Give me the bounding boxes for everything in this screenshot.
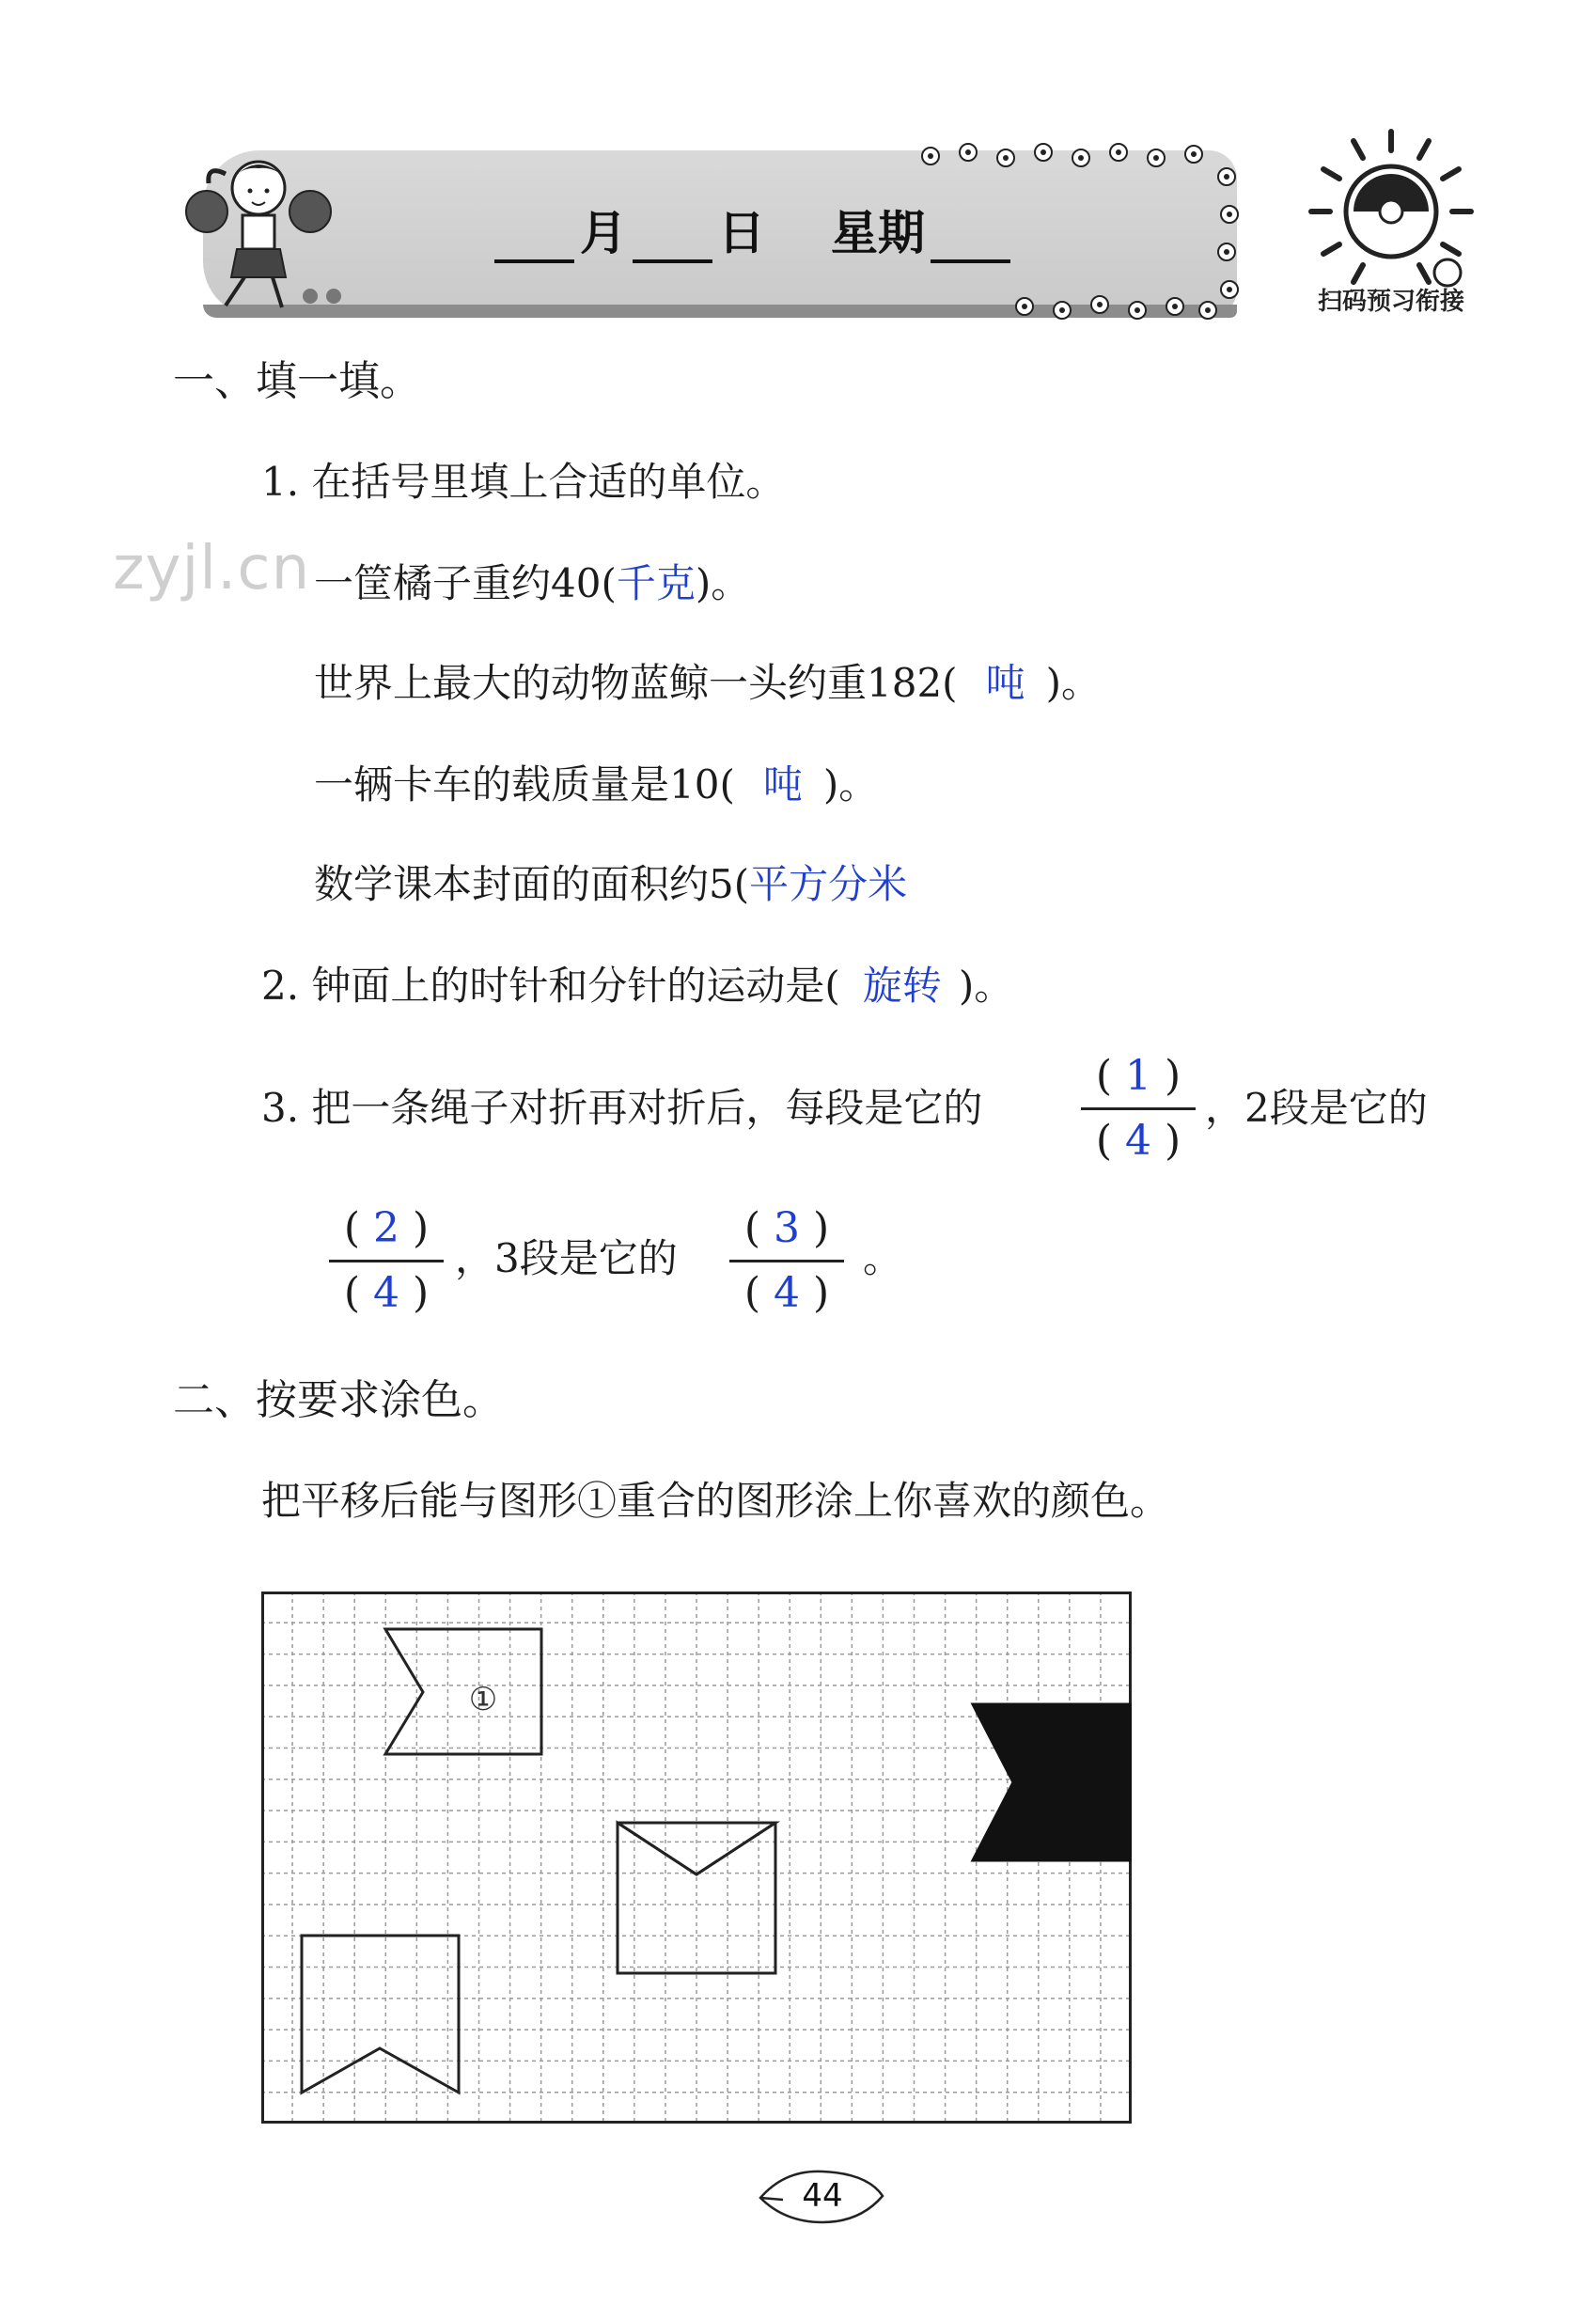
weekday-blank[interactable] (931, 218, 1010, 263)
fraction-3-numerator[interactable]: ( 3 ) (743, 1204, 830, 1252)
q2 (261, 963, 1014, 1009)
cartoon-girl-illustration (169, 146, 357, 315)
q1-item-3-answer[interactable]: 吨 (762, 761, 803, 808)
month-blank[interactable] (494, 218, 574, 263)
shape-3-top-notch[interactable] (618, 1823, 775, 1973)
shape-2-filled-flag[interactable] (973, 1704, 1132, 1860)
q1-item-3-text: 一辆卡车的载质量是10( (314, 761, 735, 808)
q1-item-4-answer[interactable]: 平方分米 (749, 861, 908, 907)
q1-item-4 (314, 861, 908, 907)
shape-1-label: ① (468, 1681, 498, 1718)
month-label: 月 (580, 206, 627, 260)
section1-title: 一、填一填。 (173, 357, 421, 405)
q1-item-2 (314, 660, 1101, 706)
shape-4-bottom-notch[interactable] (302, 1936, 459, 2093)
fraction-2-den-answer: 4 (373, 1269, 399, 1317)
q1-item-3-tail: )。 (822, 761, 879, 808)
watermark: zyjl.cn (113, 534, 311, 604)
q3-fraction-1 (1077, 1047, 1199, 1170)
fraction-1-numerator[interactable]: ( 1 ) (1095, 1052, 1181, 1100)
page-number: 44 (802, 2177, 843, 2215)
fraction-1-num-answer: 1 (1125, 1052, 1151, 1100)
fraction-2-num-answer: 2 (373, 1204, 399, 1252)
q1-item-1-text: 一筐橘子重约40( (314, 560, 617, 606)
fraction-1-den-answer: 4 (1125, 1117, 1151, 1165)
q2-tail: )。 (958, 963, 1014, 1009)
day-blank[interactable] (633, 218, 712, 263)
q1-item-1-answer[interactable]: 千克 (616, 560, 696, 606)
fraction-1-denominator[interactable]: ( 4 ) (1095, 1117, 1181, 1165)
date-line (489, 196, 1034, 271)
q1-item-3 (314, 761, 879, 808)
q1-item-4-text: 数学课本封面的面积约5( (314, 861, 750, 907)
weekday-label: 星期 (831, 206, 925, 260)
fraction-3-bar (729, 1260, 844, 1262)
q3-text: 3. 把一条绳子对折再对折后，每段是它的 (261, 1085, 983, 1131)
fraction-2-denominator[interactable]: ( 4 ) (343, 1269, 430, 1317)
section2-instruction: 把平移后能与图形①重合的图形涂上你喜欢的颜色。 (261, 1478, 1170, 1524)
q3-mid-1: ，2段是它的 (1205, 1085, 1428, 1131)
q1-item-2-text: 世界上最大的动物蓝鲸一头约重182( (314, 660, 958, 706)
q2-text: 2. 钟面上的时针和分针的运动是( (261, 963, 840, 1009)
q1-prompt: 1. 在括号里填上合适的单位。 (261, 459, 786, 505)
fraction-1-bar (1081, 1107, 1196, 1110)
fraction-2-numerator[interactable]: ( 2 ) (343, 1204, 430, 1252)
q3-fraction-3 (726, 1200, 848, 1323)
day-label: 日 (718, 206, 765, 260)
fraction-3-denominator[interactable]: ( 4 ) (743, 1269, 830, 1317)
q2-answer[interactable]: 旋转 (862, 963, 942, 1009)
q1-item-2-answer[interactable]: 吨 (985, 660, 1025, 706)
qr-caption: 扫码预习衔接 (1317, 288, 1464, 316)
q1-item-2-tail: )。 (1045, 660, 1101, 706)
fraction-2-bar (329, 1260, 444, 1262)
section2-title: 二、按要求涂色。 (173, 1376, 504, 1424)
q1-item-1 (314, 560, 751, 606)
q3-fraction-2 (325, 1200, 447, 1323)
fraction-3-den-answer: 4 (774, 1269, 800, 1317)
shape-1-flag[interactable] (385, 1629, 541, 1754)
q1-item-1-tail: )。 (695, 560, 751, 606)
q3-end: 。 (863, 1235, 903, 1281)
grid-figure (261, 1592, 1132, 2124)
q3-mid-2: ，3段是它的 (455, 1235, 678, 1281)
fraction-3-num-answer: 3 (774, 1204, 800, 1252)
